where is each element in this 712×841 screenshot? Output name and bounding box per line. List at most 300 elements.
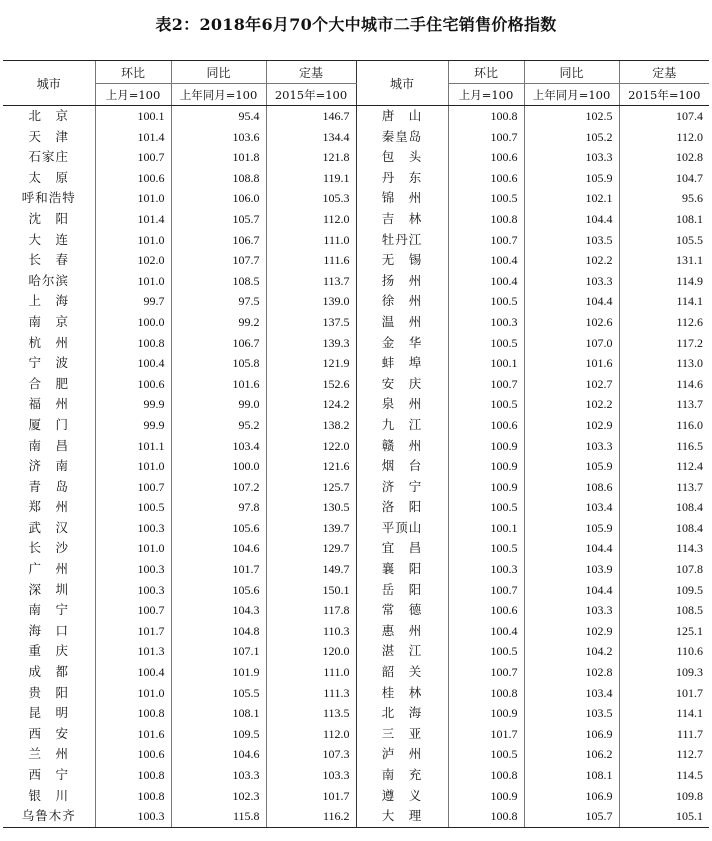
yoy-value: 105.7 (524, 806, 619, 827)
mom-value: 100.6 (95, 374, 171, 395)
table-row (3, 291, 709, 312)
mom-value: 100.7 (448, 662, 524, 683)
yoy-value: 106.9 (524, 786, 619, 807)
fixed-base-value: 112.0 (266, 724, 356, 745)
city-name: 福 州 (28, 396, 69, 412)
fixed-base-value: 131.1 (619, 250, 709, 271)
table-row (3, 703, 709, 724)
mom-value: 100.5 (448, 641, 524, 662)
header-fixed-base-year-right: 2015年=100 (619, 84, 709, 106)
yoy-value: 97.8 (171, 497, 266, 518)
fixed-base-value: 111.6 (266, 250, 356, 271)
table-row (3, 374, 709, 395)
mom-value: 100.7 (95, 600, 171, 621)
fixed-base-value: 109.5 (619, 580, 709, 601)
mom-value: 100.7 (448, 127, 524, 148)
mom-value: 100.4 (448, 250, 524, 271)
fixed-base-value: 122.0 (266, 436, 356, 457)
fixed-base-value: 117.8 (266, 600, 356, 621)
fixed-base-value: 114.1 (619, 703, 709, 724)
mom-value: 100.4 (448, 621, 524, 642)
mom-value: 100.8 (448, 806, 524, 827)
table-row (3, 806, 709, 827)
yoy-value: 102.8 (524, 662, 619, 683)
fixed-base-value: 95.6 (619, 188, 709, 209)
city-name: 桂 林 (356, 683, 448, 704)
fixed-base-value: 114.9 (619, 271, 709, 292)
mom-value: 100.6 (448, 600, 524, 621)
mom-value: 100.9 (448, 456, 524, 477)
city-name: 北 京 (28, 108, 69, 123)
table-row (3, 333, 709, 354)
yoy-value: 102.7 (524, 374, 619, 395)
city-name: 贵 阳 (28, 684, 69, 700)
yoy-value: 103.3 (171, 765, 266, 786)
city-name: 南 昌 (28, 437, 69, 453)
yoy-value: 106.7 (171, 230, 266, 251)
fixed-base-value: 112.7 (619, 744, 709, 765)
city-name: 常 德 (356, 600, 448, 621)
city-name: 扬 州 (356, 271, 448, 292)
mom-value: 101.0 (95, 456, 171, 477)
price-index-table-container (3, 60, 709, 828)
mom-value: 100.7 (95, 477, 171, 498)
yoy-value: 103.3 (524, 271, 619, 292)
yoy-value: 102.5 (524, 106, 619, 127)
city-name: 宜 昌 (356, 538, 448, 559)
fixed-base-value: 121.8 (266, 147, 356, 168)
mom-value: 100.9 (448, 786, 524, 807)
table-row (3, 600, 709, 621)
fixed-base-value: 116.0 (619, 415, 709, 436)
yoy-value: 104.4 (524, 538, 619, 559)
table-row (3, 724, 709, 745)
table-row (3, 621, 709, 642)
city-name: 大 连 (28, 231, 69, 247)
city-name: 徐 州 (356, 291, 448, 312)
fixed-base-value: 108.1 (619, 209, 709, 230)
city-name: 韶 关 (356, 662, 448, 683)
fixed-base-value: 124.2 (266, 394, 356, 415)
table-row (3, 415, 709, 436)
mom-value: 101.0 (95, 230, 171, 251)
city-name: 南 充 (356, 765, 448, 786)
header-yoy-base-right: 上年同月=100 (524, 84, 619, 106)
table-row (3, 786, 709, 807)
table-row (3, 765, 709, 786)
fixed-base-value: 120.0 (266, 641, 356, 662)
city-name: 锦 州 (356, 188, 448, 209)
header-mom-base-left: 上月=100 (95, 84, 171, 106)
yoy-value: 108.6 (524, 477, 619, 498)
mom-value: 100.6 (448, 415, 524, 436)
yoy-value: 104.2 (524, 641, 619, 662)
city-name: 厦 门 (28, 416, 69, 432)
fixed-base-value: 104.7 (619, 168, 709, 189)
mom-value: 100.3 (95, 559, 171, 580)
yoy-value: 101.9 (171, 662, 266, 683)
fixed-base-value: 125.7 (266, 477, 356, 498)
mom-value: 99.7 (95, 291, 171, 312)
fixed-base-value: 121.9 (266, 353, 356, 374)
city-name: 遵 义 (356, 786, 448, 807)
fixed-base-value: 109.8 (619, 786, 709, 807)
fixed-base-value: 139.7 (266, 518, 356, 539)
yoy-value: 101.6 (524, 353, 619, 374)
city-name: 吉 林 (356, 209, 448, 230)
mom-value: 101.0 (95, 271, 171, 292)
mom-value: 100.9 (448, 703, 524, 724)
yoy-value: 104.6 (171, 538, 266, 559)
header-fixed-base-right: 定基 (619, 61, 709, 84)
mom-value: 100.3 (95, 580, 171, 601)
yoy-value: 105.9 (524, 456, 619, 477)
yoy-value: 103.4 (524, 497, 619, 518)
table-row (3, 662, 709, 683)
mom-value: 100.6 (448, 147, 524, 168)
header-mom-left: 环比 (95, 61, 171, 84)
yoy-value: 102.9 (524, 621, 619, 642)
city-name: 烟 台 (356, 456, 448, 477)
mom-value: 100.5 (95, 497, 171, 518)
city-name: 太 原 (28, 169, 69, 185)
fixed-base-value: 110.6 (619, 641, 709, 662)
city-name: 平顶山 (356, 518, 448, 539)
table-row (3, 353, 709, 374)
mom-value: 100.5 (448, 188, 524, 209)
mom-value: 101.4 (95, 127, 171, 148)
city-name: 郑 州 (28, 499, 69, 515)
city-name: 银 川 (28, 787, 69, 803)
fixed-base-value: 149.7 (266, 559, 356, 580)
mom-value: 100.9 (448, 436, 524, 457)
city-name: 南 宁 (28, 602, 69, 618)
table-body (3, 106, 709, 828)
fixed-base-value: 112.0 (619, 127, 709, 148)
mom-value: 100.8 (448, 106, 524, 127)
city-name: 长 春 (28, 252, 69, 268)
mom-value: 100.8 (448, 683, 524, 704)
fixed-base-value: 114.6 (619, 374, 709, 395)
header-city-left: 城市 (3, 61, 95, 106)
mom-value: 99.9 (95, 415, 171, 436)
yoy-value: 95.4 (171, 106, 266, 127)
yoy-value: 104.4 (524, 580, 619, 601)
city-name: 无 锡 (356, 250, 448, 271)
fixed-base-value: 107.8 (619, 559, 709, 580)
mom-value: 100.7 (448, 580, 524, 601)
yoy-value: 102.3 (171, 786, 266, 807)
city-name: 宁 波 (28, 355, 69, 371)
city-name: 兰 州 (28, 746, 69, 762)
table-row (3, 127, 709, 148)
mom-value: 100.6 (95, 744, 171, 765)
header-yoy-right: 同比 (524, 61, 619, 84)
fixed-base-value: 101.7 (619, 683, 709, 704)
yoy-value: 103.9 (524, 559, 619, 580)
mom-value: 100.3 (448, 312, 524, 333)
mom-value: 100.5 (448, 744, 524, 765)
yoy-value: 108.5 (171, 271, 266, 292)
fixed-base-value: 103.3 (266, 765, 356, 786)
fixed-base-value: 107.3 (266, 744, 356, 765)
yoy-value: 102.6 (524, 312, 619, 333)
yoy-value: 105.2 (524, 127, 619, 148)
fixed-base-value: 113.7 (619, 477, 709, 498)
city-name: 蚌 埠 (356, 353, 448, 374)
mom-value: 100.5 (448, 333, 524, 354)
fixed-base-value: 105.1 (619, 806, 709, 827)
table-row (3, 230, 709, 251)
yoy-value: 107.1 (171, 641, 266, 662)
fixed-base-value: 114.3 (619, 538, 709, 559)
table-row (3, 641, 709, 662)
fixed-base-value: 102.8 (619, 147, 709, 168)
yoy-value: 115.8 (171, 806, 266, 827)
yoy-value: 99.2 (171, 312, 266, 333)
fixed-base-value: 111.0 (266, 230, 356, 251)
mom-value: 100.8 (95, 765, 171, 786)
yoy-value: 105.7 (171, 209, 266, 230)
mom-value: 100.4 (448, 271, 524, 292)
yoy-value: 106.2 (524, 744, 619, 765)
yoy-value: 105.9 (524, 518, 619, 539)
fixed-base-value: 108.4 (619, 518, 709, 539)
fixed-base-value: 112.4 (619, 456, 709, 477)
mom-value: 102.0 (95, 250, 171, 271)
city-name: 北 海 (356, 703, 448, 724)
yoy-value: 105.6 (171, 580, 266, 601)
mom-value: 101.6 (95, 724, 171, 745)
yoy-value: 109.5 (171, 724, 266, 745)
table-row (3, 683, 709, 704)
mom-value: 100.8 (95, 786, 171, 807)
mom-value: 100.5 (448, 291, 524, 312)
yoy-value: 97.5 (171, 291, 266, 312)
yoy-value: 103.4 (171, 436, 266, 457)
fixed-base-value: 113.0 (619, 353, 709, 374)
city-name: 金 华 (356, 333, 448, 354)
fixed-base-value: 109.3 (619, 662, 709, 683)
price-index-table (3, 60, 709, 828)
header-mom-base-right: 上月=100 (448, 84, 524, 106)
yoy-value: 103.3 (524, 600, 619, 621)
yoy-value: 104.3 (171, 600, 266, 621)
mom-value: 100.5 (448, 497, 524, 518)
yoy-value: 102.2 (524, 250, 619, 271)
city-name: 三 亚 (356, 724, 448, 745)
city-name: 呼和浩特 (21, 190, 76, 206)
city-name: 杭 州 (28, 334, 69, 350)
city-name: 唐 山 (356, 106, 448, 127)
table-row (3, 744, 709, 765)
mom-value: 100.4 (95, 662, 171, 683)
table-row (3, 271, 709, 292)
yoy-value: 104.4 (524, 291, 619, 312)
fixed-base-value: 119.1 (266, 168, 356, 189)
fixed-base-value: 129.7 (266, 538, 356, 559)
fixed-base-value: 114.5 (619, 765, 709, 786)
yoy-value: 106.0 (171, 188, 266, 209)
city-name: 九 江 (356, 415, 448, 436)
fixed-base-value: 121.6 (266, 456, 356, 477)
mom-value: 100.8 (448, 765, 524, 786)
fixed-base-value: 150.1 (266, 580, 356, 601)
yoy-value: 100.0 (171, 456, 266, 477)
fixed-base-value: 138.2 (266, 415, 356, 436)
city-name: 泸 州 (356, 744, 448, 765)
yoy-value: 102.2 (524, 394, 619, 415)
mom-value: 100.6 (95, 168, 171, 189)
mom-value: 100.7 (448, 374, 524, 395)
city-name: 海 口 (28, 622, 69, 638)
city-name: 牡丹江 (356, 230, 448, 251)
fixed-base-value: 139.0 (266, 291, 356, 312)
yoy-value: 101.8 (171, 147, 266, 168)
header-mom-right: 环比 (448, 61, 524, 84)
header-city-right: 城市 (356, 61, 448, 106)
mom-value: 100.5 (448, 394, 524, 415)
yoy-value: 104.8 (171, 621, 266, 642)
city-name: 乌鲁木齐 (3, 806, 95, 827)
city-name: 石家庄 (28, 149, 69, 165)
yoy-value: 108.1 (171, 703, 266, 724)
city-name: 丹 东 (356, 168, 448, 189)
mom-value: 100.3 (448, 559, 524, 580)
table-row (3, 477, 709, 498)
fixed-base-value: 117.2 (619, 333, 709, 354)
header-yoy-left: 同比 (171, 61, 266, 84)
mom-value: 100.1 (448, 518, 524, 539)
header-fixed-base-left: 定基 (266, 61, 356, 84)
table-row (3, 436, 709, 457)
fixed-base-value: 111.7 (619, 724, 709, 745)
yoy-value: 103.5 (524, 230, 619, 251)
city-name: 岳 阳 (356, 580, 448, 601)
fixed-base-value: 112.0 (266, 209, 356, 230)
fixed-base-value: 139.3 (266, 333, 356, 354)
yoy-value: 108.1 (524, 765, 619, 786)
yoy-value: 102.1 (524, 188, 619, 209)
fixed-base-value: 112.6 (619, 312, 709, 333)
table-header (3, 61, 709, 106)
mom-value: 101.3 (95, 641, 171, 662)
table-row (3, 188, 709, 209)
header-yoy-base-left: 上年同月=100 (171, 84, 266, 106)
table-row (3, 250, 709, 271)
yoy-value: 107.2 (171, 477, 266, 498)
mom-value: 101.0 (95, 188, 171, 209)
header-fixed-base-year-left: 2015年=100 (266, 84, 356, 106)
fixed-base-value: 105.3 (266, 188, 356, 209)
yoy-value: 105.5 (171, 683, 266, 704)
table-row (3, 106, 709, 127)
table-row (3, 580, 709, 601)
fixed-base-value: 113.7 (266, 271, 356, 292)
mom-value: 100.8 (448, 209, 524, 230)
fixed-base-value: 130.5 (266, 497, 356, 518)
city-name: 沈 阳 (28, 210, 69, 226)
mom-value: 100.0 (95, 312, 171, 333)
city-name: 赣 州 (356, 436, 448, 457)
city-name: 重 庆 (28, 643, 69, 659)
yoy-value: 105.6 (171, 518, 266, 539)
yoy-value: 104.4 (524, 209, 619, 230)
table-row (3, 209, 709, 230)
mom-value: 100.1 (95, 106, 171, 127)
fixed-base-value: 125.1 (619, 621, 709, 642)
city-name: 济 宁 (356, 477, 448, 498)
table-row (3, 456, 709, 477)
city-name: 合 肥 (28, 375, 69, 391)
mom-value: 100.3 (95, 518, 171, 539)
yoy-value: 103.3 (524, 436, 619, 457)
table-row (3, 312, 709, 333)
mom-value: 100.9 (448, 477, 524, 498)
mom-value: 100.1 (448, 353, 524, 374)
yoy-value: 95.2 (171, 415, 266, 436)
fixed-base-value: 116.2 (266, 806, 356, 827)
mom-value: 101.7 (448, 724, 524, 745)
yoy-value: 107.0 (524, 333, 619, 354)
yoy-value: 101.6 (171, 374, 266, 395)
fixed-base-value: 105.5 (619, 230, 709, 251)
city-name: 包 头 (356, 147, 448, 168)
mom-value: 99.9 (95, 394, 171, 415)
city-name: 大 理 (356, 806, 448, 827)
yoy-value: 106.7 (171, 333, 266, 354)
city-name: 昆 明 (28, 705, 69, 721)
fixed-base-value: 134.4 (266, 127, 356, 148)
city-name: 惠 州 (356, 621, 448, 642)
table-row (3, 147, 709, 168)
mom-value: 101.0 (95, 683, 171, 704)
fixed-base-value: 111.3 (266, 683, 356, 704)
table-title: 表2：2018年6月70个大中城市二手住宅销售价格指数 (155, 15, 557, 34)
city-name: 南 京 (28, 313, 69, 329)
yoy-value: 105.9 (524, 168, 619, 189)
fixed-base-value: 101.7 (266, 786, 356, 807)
yoy-value: 103.5 (524, 703, 619, 724)
yoy-value: 99.0 (171, 394, 266, 415)
fixed-base-value: 110.3 (266, 621, 356, 642)
city-name: 成 都 (28, 664, 69, 680)
mom-value: 100.8 (95, 333, 171, 354)
city-name: 西 安 (28, 725, 69, 741)
yoy-value: 104.6 (171, 744, 266, 765)
city-name: 天 津 (28, 128, 69, 144)
city-name: 安 庆 (356, 374, 448, 395)
table-row (3, 497, 709, 518)
table-row (3, 394, 709, 415)
mom-value: 100.3 (95, 806, 171, 827)
city-name: 青 岛 (28, 478, 69, 494)
yoy-value: 107.7 (171, 250, 266, 271)
city-name: 秦皇岛 (356, 127, 448, 148)
mom-value: 100.7 (95, 147, 171, 168)
fixed-base-value: 108.4 (619, 497, 709, 518)
city-name: 广 州 (28, 561, 69, 577)
mom-value: 100.7 (448, 230, 524, 251)
city-name: 武 汉 (28, 519, 69, 535)
yoy-value: 106.9 (524, 724, 619, 745)
mom-value: 101.1 (95, 436, 171, 457)
mom-value: 100.6 (448, 168, 524, 189)
yoy-value: 105.8 (171, 353, 266, 374)
yoy-value: 103.3 (524, 147, 619, 168)
table-row (3, 518, 709, 539)
fixed-base-value: 114.1 (619, 291, 709, 312)
